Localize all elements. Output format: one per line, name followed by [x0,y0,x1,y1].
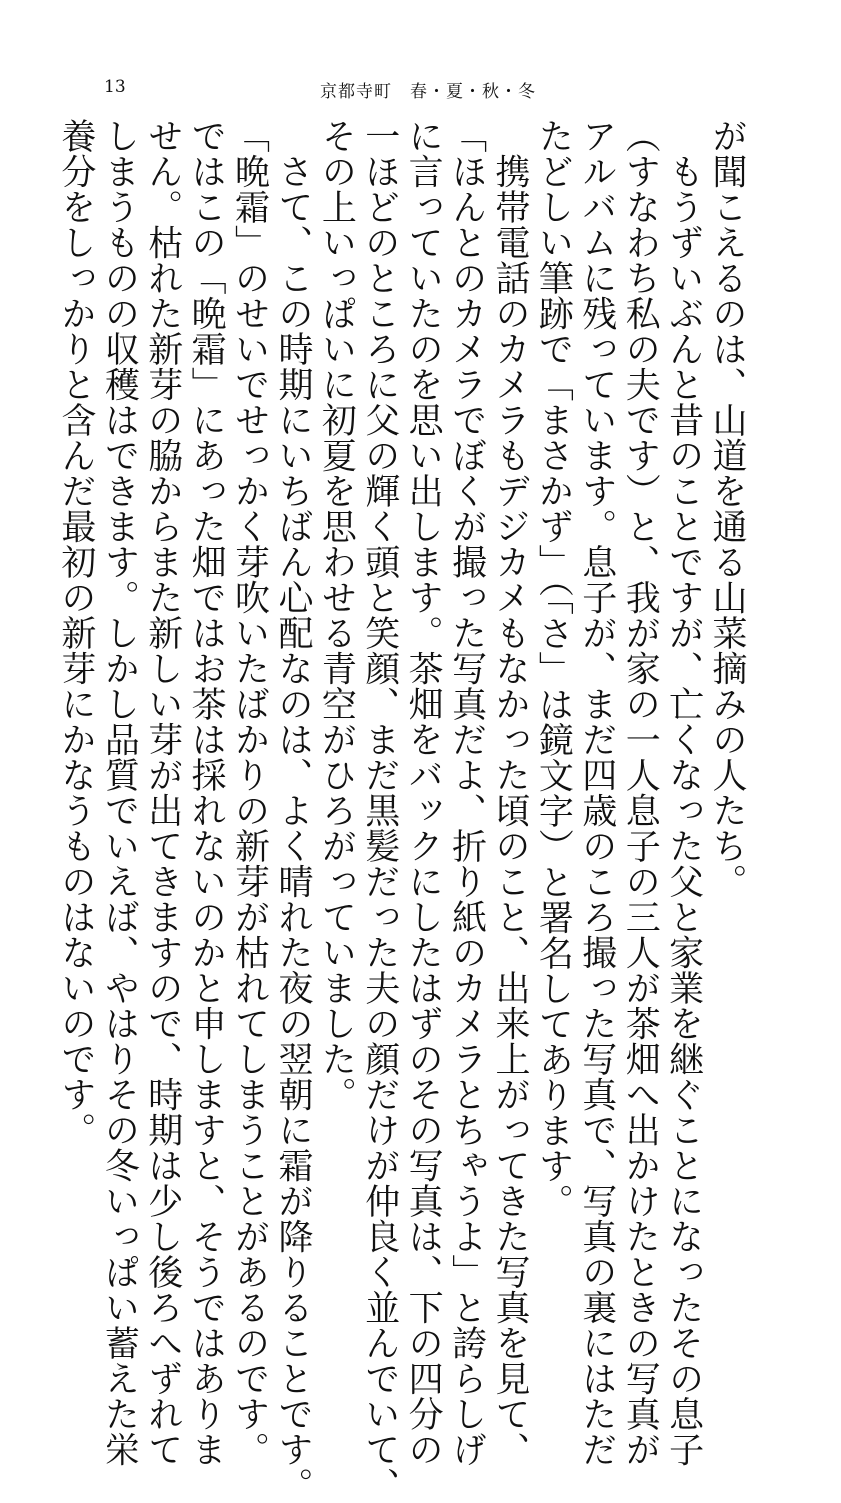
text-column: アルバムに残っています。息子が、まだ四歳のころ撮った写真で、写真の裏にはただ [576,118,617,1467]
running-title: 京都寺町 春・夏・秋・冬 [320,82,536,102]
body-text [55,118,748,1503]
page-number: 13 [104,77,126,97]
text-column: 一ほどのところに父の輝く頭と笑顔、まだ黒髪だった夫の顔だけが仲良く並んでいて、 [359,118,400,1503]
text-column: が聞こえるのは、山道を通る山菜摘みの人たち。 [707,118,747,899]
text-column: ではこの「晩霜」にあった畑ではお茶は採れないのかと申しますと、そうではありま [186,118,227,1467]
text-column: 携帯電話のカメラもデジカメもなかった頃のこと、出来上がってきた写真を見て、 [489,118,530,1467]
text-column: しまうものの収穫はできます。しかし品質でいえば、やはりその冬いっぱい蓄えた栄 [99,118,140,1467]
text-column: せん。枯れた新芽の脇からまた新しい芽が出てきますので、時期は少し後ろへずれて [142,118,183,1467]
text-column: 「晩霜」のせいでせっかく芽吹いたばかりの新芽が枯れてしまうことがあるのです。 [229,118,270,1467]
text-column: たどしい筆跡で「まさかず」（「さ」は鏡文字）と署名してあります。 [533,118,574,1219]
text-column: 養分をしっかりと含んだ最初の新芽にかなうものはないのです。 [55,118,96,1148]
text-column: さて、この時期にいちばん心配なのは、よく晴れた夜の翌朝に霜が降りることです。 [272,118,313,1503]
text-column: に言っていたのを思い出します。茶畑をバックにしたはずのその写真は、下の四分の [403,118,444,1467]
text-column: （すなわち私の夫です）と、我が家の一人息子の三人が茶畑へ出かけたときの写真が [620,118,661,1467]
text-column: 「ほんとのカメラでぼくが撮った写真だよ、折り紙のカメラとちゃうよ」と誇らしげ [446,118,487,1467]
text-column: もうずいぶんと昔のことですが、亡くなった父と家業を継ぐことになったその息子 [663,118,704,1467]
text-column: その上いっぱいに初夏を思わせる青空がひろがっていました。 [316,118,357,1112]
page-header [104,77,536,102]
